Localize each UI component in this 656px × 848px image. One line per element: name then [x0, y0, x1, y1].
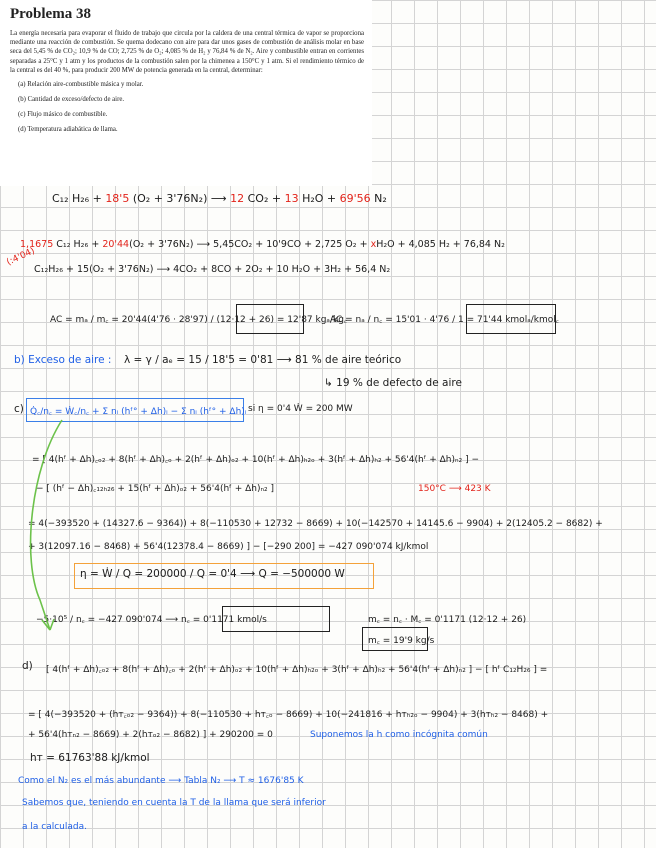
conclusion-3: a la calculada. — [22, 822, 87, 832]
normalized-equation: C₁₂H₂₆ + 15(O₂ + 3'76N₂) ⟶ 4CO₂ + 8CO + 2O₂ + 10 H₂O + 3H₂ + 56,4 N₂ — [34, 264, 391, 275]
energy-balance: Q̇꜀/n꜀ = Ẇ꜀/n꜀ + Σ nᵢ (hᶠ° + Δh)ᵢ − Σ nᵢ (hᶠ° + Δh)ᵢ — [30, 407, 247, 417]
problem-text: La energía necesaria para evaporar el fluido de trabajo que circula por la caldera de una central térmica de vapor se proporciona mediante una reacción de combustión. Se quema dodecano con aire para dar unos gases de combustión de análisis molar en base seca del 5,45 % de CO₂; 10,9 % de CO; 2,725 % de O₂; 4,085 % de H₂ y 76,84 % de N₂. Aire y combustible entran en corrientes separadas a 25°C y 1 atm y los productos de la combustión salen por la chimenea a 150°C y 1 atm. Si el rendimiento térmico de la central es del 40 %, para producir 200 MW de potencia generada en la central, determinar: — [10, 30, 364, 74]
item-a: (a) Relación aire-combustible másica y molar. — [18, 81, 144, 89]
eq1-air-coef: 18'5 — [105, 192, 130, 205]
item-b: (b) Cantidad de exceso/defecto de aire. — [18, 96, 125, 104]
lambda-calc: λ = γ / aₑ = 15 / 18'5 = 0'81 ⟶ 81 % de aire teórico — [124, 354, 402, 366]
part-d-label: d) — [22, 660, 33, 672]
eq2-products: (O₂ + 3'76N₂) ⟶ 5,45CO₂ + 10'9CO + 2,725 O₂ + — [129, 239, 371, 250]
problem-title: Problema 38 — [10, 6, 91, 22]
numeric-substitution: = 4(−393520 + (14327.6 − 9364)) + 8(−110530 + 12732 − 8669) + 10(−142570 + 14145.6 − 9904) + 2(12405.2 − 8682) + — [28, 519, 603, 529]
mass-flow: m꜀ = 19'9 kg/s — [368, 636, 435, 646]
eq2-fuel: C₁₂ H₂₆ + — [53, 239, 103, 250]
item-d: (d) Temperatura adiabática de llama. — [18, 126, 118, 134]
ac-molar-ratio: AC = nₐ / n꜀ = 15'01 · 4'76 / 1 = 71'44 kmolₐ/kmol꜀ — [330, 315, 559, 325]
ac-mass-ratio: AC = mₐ / m꜀ = 20'44(4'76 · 28'97) / (12·12 + 26) = 12'87 kgₐ/kg꜀ — [50, 315, 348, 325]
eq2-products-end: H₂O + 4,085 H₂ + 76,84 N₂ — [376, 239, 505, 250]
part-c-label: c) — [14, 403, 24, 415]
adiabatic-balance: [ 4(hᶠ + Δh)꜀ₒ₂ + 8(hᶠ + Δh)꜀ₒ + 2(hᶠ + Δh)ₒ₂ + 10(hᶠ + Δh)ₕ₂ₒ + 3(hᶠ + Δh)ₕ₂ + 56'4(hᶠ + Δh)ₙ₂ ] − [ hᶠ C₁₂H₂₆ ] = — [46, 665, 548, 675]
adiabatic-substitution: = [ 4(−393520 + (hᴛ꜀ₒ₂ − 9364)) + 8(−110530 + hᴛ꜀ₒ − 8669) + 10(−241816 + hᴛₕ₂ₒ − 9904) + 3(hᴛₕ₂ − 8468) + — [28, 710, 549, 720]
item-c: (c) Flujo másico de combustible. — [18, 111, 108, 119]
adiabatic-result: + 56'4(hᴛₙ₂ − 8669) + 2(hᴛₒ₂ − 8682) ] + 290200 = 0 — [28, 730, 273, 740]
divide-note: (:4'04) — [5, 246, 37, 268]
eq1-h2o-coef: 13 — [284, 192, 299, 205]
products-enthalpy: = [ 4(hᶠ + Δh)꜀ₒ₂ + 8(hᶠ + Δh)꜀ₒ + 2(hᶠ + Δh)ₒ₂ + 10(hᶠ + Δh)ₕ₂ₒ + 3(hᶠ + Δh)ₕ₂ + 56'4(hᶠ + Δh)ₙ₂ ] − — [32, 455, 479, 465]
air-deficit: ↳ 19 % de defecto de aire — [324, 377, 462, 389]
eq1-fuel: C₁₂ H₂₆ + — [52, 192, 106, 205]
molar-flow: −5·10⁵ / n꜀ = −427 090'074 ⟶ n꜀ = 0'1171 kmol/s — [36, 615, 267, 625]
eq1-co2: CO₂ + — [244, 192, 285, 205]
conclusion-2: Sabemos que, teniendo en cuenta la T de la llama que será inferior — [22, 798, 326, 808]
heat-calc: η = Ẇ / Q = 200000 / Q = 0'4 ⟶ Q = −500000 W — [80, 568, 345, 580]
conclusion-1: Como el N₂ es el más abundante ⟶ Tabla N₂ ⟶ T ≈ 1676'85 K — [18, 776, 304, 786]
eq1-n2: N₂ — [370, 192, 387, 205]
part-b-label: b) Exceso de aire : — [14, 354, 112, 366]
reactants-enthalpy: − [ (hᶠ − Δh)꜀₁₂ₕ₂₆ + 15(hᶠ + Δh)ₒ₂ + 56'4(hᶠ + Δh)ₙ₂ ] — [36, 484, 275, 494]
eq1-co2-coef: 12 — [230, 192, 245, 205]
eq1-air: (O₂ + 3'76N₂) ⟶ — [129, 192, 231, 205]
numeric-result: + 3(12097.16 − 8468) + 56'4(12378.4 − 8669) ] − [−290 200] = −427 090'074 kJ/kmol — [28, 542, 429, 552]
assumption-note: Suponemos la h como incógnita común — [310, 730, 488, 740]
eq2-fuel-coef: 1,1675 — [20, 239, 54, 250]
temp-conversion: 150°C ⟶ 423 K — [418, 484, 491, 494]
eq1-n2-coef: 69'56 — [339, 192, 371, 205]
efficiency-power: si η = 0'4 Ẇ = 200 MW — [248, 404, 353, 414]
eq2-h2o-coef: x — [370, 239, 377, 250]
eq1-h2o: H₂O + — [298, 192, 340, 205]
mass-flow-calc: m꜀ = n꜀ · M꜀ = 0'1171 (12·12 + 26) — [368, 615, 527, 625]
enthalpy-result: hᴛ = 61763'88 kJ/kmol — [30, 752, 150, 764]
eq2-air-coef: 20'44 — [102, 239, 130, 250]
